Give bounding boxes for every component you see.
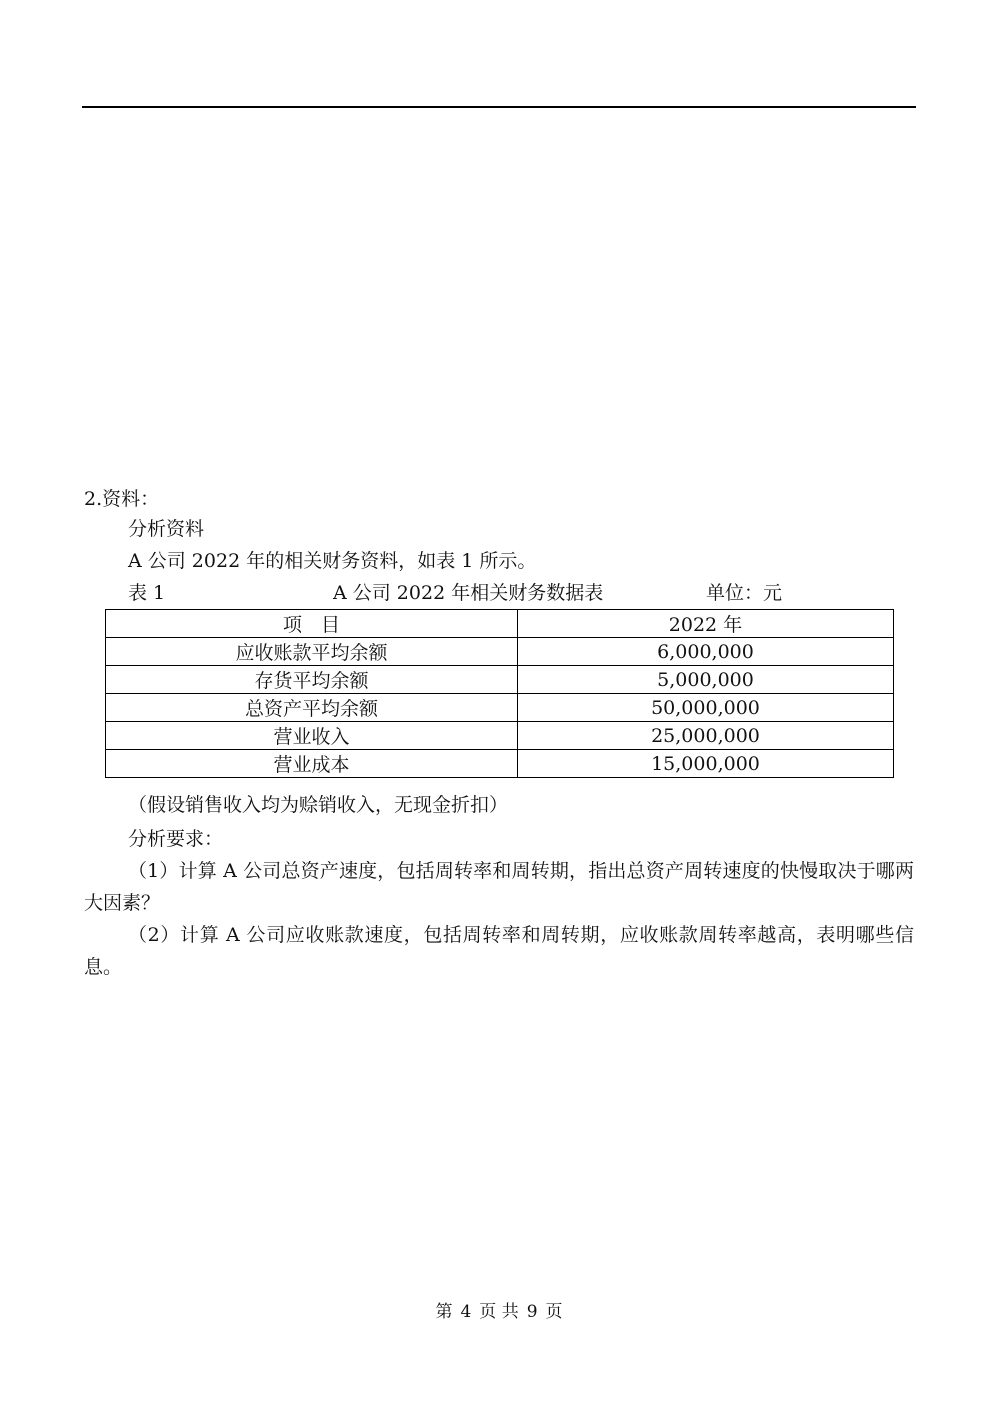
column-header-year: 2022 年 <box>518 610 894 638</box>
row-value: 6,000,000 <box>518 638 894 666</box>
requirement-item-1: （1）计算 A 公司总资产速度，包括周转率和周转期，指出总资产周转速度的快慢取决于哪两大因素？ <box>84 860 914 914</box>
row-item: 存货平均余额 <box>106 666 518 694</box>
table-label: 表 1 <box>128 582 166 604</box>
financial-data-table <box>105 609 894 778</box>
footer-middle: 页 共 <box>479 1302 519 1322</box>
page-footer <box>0 1297 998 1322</box>
footer-total-pages: 9 <box>526 1302 538 1322</box>
footer-suffix: 页 <box>545 1302 563 1322</box>
table-header-row <box>106 610 894 638</box>
column-header-item: 项 目 <box>106 610 518 638</box>
row-item: 营业收入 <box>106 722 518 750</box>
table-row <box>106 666 894 694</box>
row-value: 5,000,000 <box>518 666 894 694</box>
row-item: 应收账款平均余额 <box>106 638 518 666</box>
footer-prefix: 第 <box>435 1302 453 1322</box>
row-value: 15,000,000 <box>518 750 894 778</box>
row-value: 25,000,000 <box>518 722 894 750</box>
requirement-item-2: （2）计算 A 公司应收账款速度，包括周转率和周转期，应收账款周转率越高，表明哪些信息。 <box>84 924 914 978</box>
table-row <box>106 722 894 750</box>
section-subheading: 分析资料 <box>128 518 205 540</box>
table-row <box>106 638 894 666</box>
header-rule <box>82 106 916 108</box>
table-row <box>106 750 894 778</box>
footer-current-page: 4 <box>460 1302 472 1322</box>
table-unit: 单位：元 <box>706 582 783 604</box>
intro-text: A 公司 2022 年的相关财务资料，如表 1 所示。 <box>128 550 537 572</box>
section-heading: 2.资料： <box>84 488 160 510</box>
row-item: 营业成本 <box>106 750 518 778</box>
table-title: A 公司 2022 年相关财务数据表 <box>333 582 604 604</box>
assumption-note: （假设销售收入均为赊销收入，无现金折扣） <box>128 794 509 816</box>
table-row <box>106 694 894 722</box>
requirements-heading: 分析要求： <box>128 828 224 850</box>
row-item: 总资产平均余额 <box>106 694 518 722</box>
row-value: 50,000,000 <box>518 694 894 722</box>
